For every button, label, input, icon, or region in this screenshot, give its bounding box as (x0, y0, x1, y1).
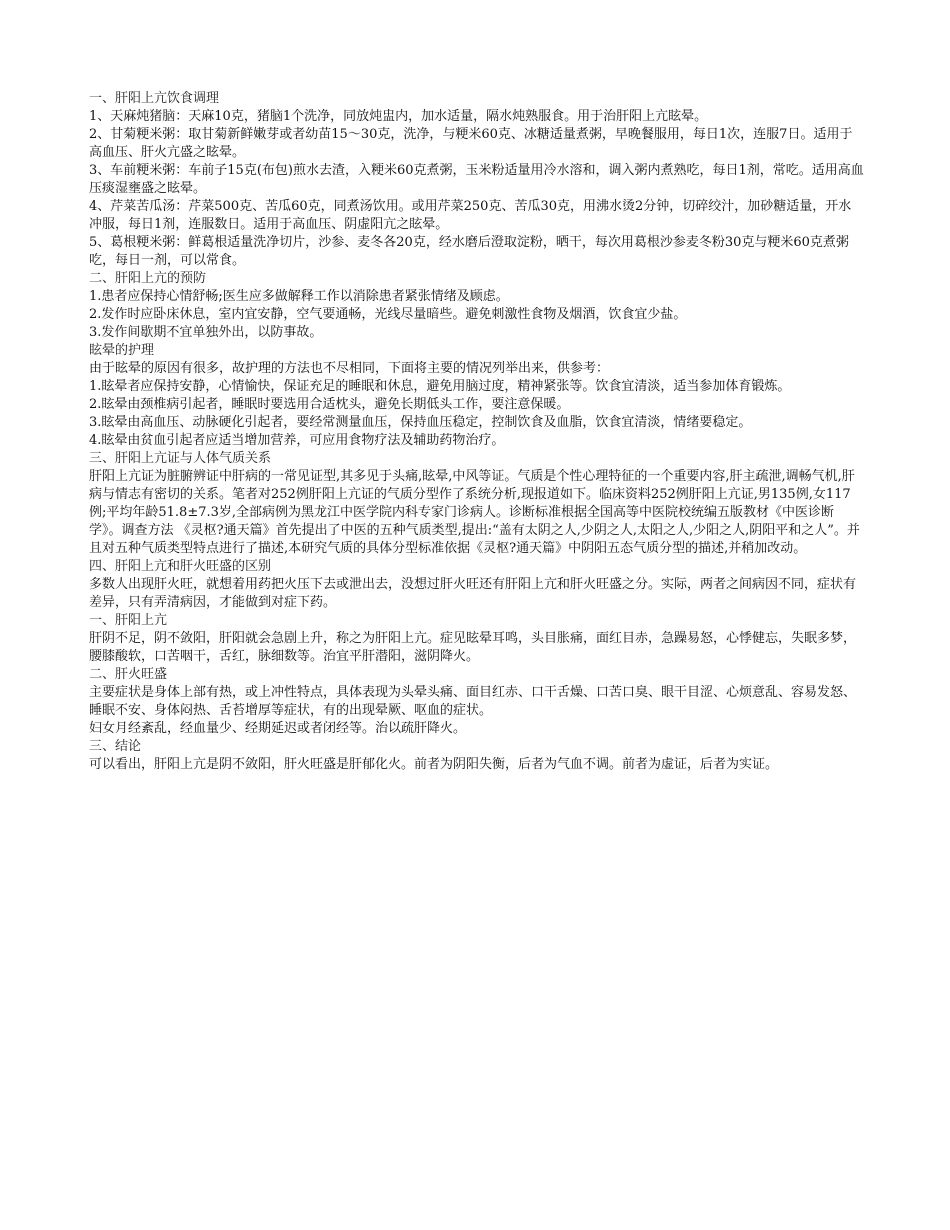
section-heading: 三、肝阳上亢证与人体气质关系 (89, 451, 272, 466)
paragraph: 肝阴不足，阴不敛阳，肝阳就会急剧上升，称之为肝阳上亢。症见眩晕耳鸣，头目胀痛，面红目赤，急躁易怒，心悸健忘，失眠多梦，腰膝酸软，口苦咽干，舌红，脉细数等。治宜平肝潜阳，滋阴降火。 (89, 631, 857, 664)
paragraph: 4、芹菜苦瓜汤：芹菜500克、苦瓜60克，同煮汤饮用。或用芹菜250克、苦瓜30克，用沸水烫2分钟，切碎绞汁，加砂糖适量，开水冲服，每日1剂，连服数日。适用于高血压、阴虚阳亢之眩晕。 (89, 199, 852, 232)
paragraph: 由于眩晕的原因有很多，故护理的方法也不尽相同，下面将主要的情况列举出来，供参考： (89, 361, 610, 376)
section-heading: 二、肝阳上亢的预防 (89, 271, 207, 286)
section-heading: 一、肝阳上亢饮食调理 (89, 91, 220, 106)
paragraph: 3、车前粳米粥：车前子15克(布包)煎水去渣，入粳米60克煮粥，玉米粉适量用冷水溶和，调入粥内煮熟吃，每日1剂，常吃。适用高血压痰湿壅盛之眩晕。 (89, 163, 864, 196)
paragraph: 多数人出现肝火旺，就想着用药把火压下去或泄出去，没想过肝火旺还有肝阳上亢和肝火旺盛之分。实际，两者之间病因不同，症状有差异，只有弄清病因，才能做到对症下药。 (89, 577, 857, 610)
paragraph: 4.眩晕由贫血引起者应适当增加营养，可应用食物疗法及辅助药物治疗。 (89, 433, 505, 448)
paragraph: 主要症状是身体上部有热，或上冲性特点，具体表现为头晕头痛、面目红赤、口干舌燥、口苦口臭、眼干目涩、心烦意乱、容易发怒、睡眠不安、身体闷热、舌苔增厚等症状，有的出现晕厥、呕血的症状。 (89, 685, 857, 718)
paragraph: 可以看出，肝阳上亢是阴不敛阳，肝火旺盛是肝郁化火。前者为阴阳失衡，后者为气血不调。前者为虚证，后者为实证。 (89, 757, 779, 772)
paragraph: 2、甘菊粳米粥：取甘菊新鲜嫩芽或者幼苗15～30克，洗净，与粳米60克、冰糖适量煮粥，早晚餐服用，每日1次，连服7日。适用于高血压、肝火亢盛之眩晕。 (89, 127, 853, 160)
paragraph: 2.发作时应卧床休息，室内宜安静，空气要通畅，光线尽量暗些。避免刺激性食物及烟酒，饮食宜少盐。 (89, 307, 687, 322)
section-heading: 眩晕的护理 (89, 343, 155, 358)
paragraph: 3.眩晕由高血压、动脉硬化引起者，要经常测量血压，保持血压稳定，控制饮食及血脂，饮食宜清淡，情绪要稳定。 (89, 415, 752, 430)
document-body (89, 90, 864, 774)
paragraph: 2.眩晕由颈椎病引起者，睡眠时要选用合适枕头，避免长期低头工作，要注意保暖。 (89, 397, 570, 412)
paragraph: 3.发作间歇期不宜单独外出，以防事故。 (89, 325, 323, 340)
section-heading: 三、结论 (89, 739, 142, 754)
section-heading: 四、肝阳上亢和肝火旺盛的区别 (89, 559, 272, 574)
paragraph: 1.患者应保持心情舒畅;医生应多做解释工作以消除患者紧张情绪及顾虑。 (89, 289, 509, 304)
paragraph: 1.眩晕者应保持安静，心情愉快，保证充足的睡眠和休息，避免用脑过度，精神紧张等。饮食宜清淡，适当参加体育锻炼。 (89, 379, 791, 394)
paragraph: 肝阳上亢证为脏腑辨证中肝病的一常见证型,其多见于头痛,眩晕,中风等证。气质是个性心理特征的一个重要内容,肝主疏泄,调畅气机,肝病与情志有密切的关系。笔者对252例肝阳上亢证的气质分型作了系统分析,现报道如下。临床资料252例肝阳上亢证,男135例,女117例;平均年龄51.8±7.3岁,全部病例为黑龙江中医学院内科专家门诊病人。诊断标准根据全国高等中医院校统编五版教材《中医诊断学》。调查方法 《灵枢?通天篇》首先提出了中医的五种气质类型,提出:“盖有太阴之人,少阴之人,太阳之人,少阳之人,阴阳平和之人”。并且对五种气质类型特点进行了描述,本研究气质的具体分型标准依据《灵枢?通天篇》中阴阳五态气质分型的描述,并稍加改动。 (89, 469, 860, 556)
paragraph: 妇女月经紊乱，经血量少、经期延迟或者闭经等。治以疏肝降火。 (89, 721, 467, 736)
section-heading: 二、肝火旺盛 (89, 667, 168, 682)
paragraph: 5、葛根粳米粥：鲜葛根适量洗净切片，沙参、麦冬各20克，经水磨后澄取淀粉，晒干，每次用葛根沙参麦冬粉30克与粳米60克煮粥吃，每日一剂，可以常食。 (89, 235, 849, 268)
paragraph: 1、天麻炖猪脑：天麻10克，猪脑1个洗净，同放炖盅内，加水适量，隔水炖熟服食。用于治肝阳上亢眩晕。 (89, 109, 708, 124)
section-heading: 一、肝阳上亢 (89, 613, 168, 628)
